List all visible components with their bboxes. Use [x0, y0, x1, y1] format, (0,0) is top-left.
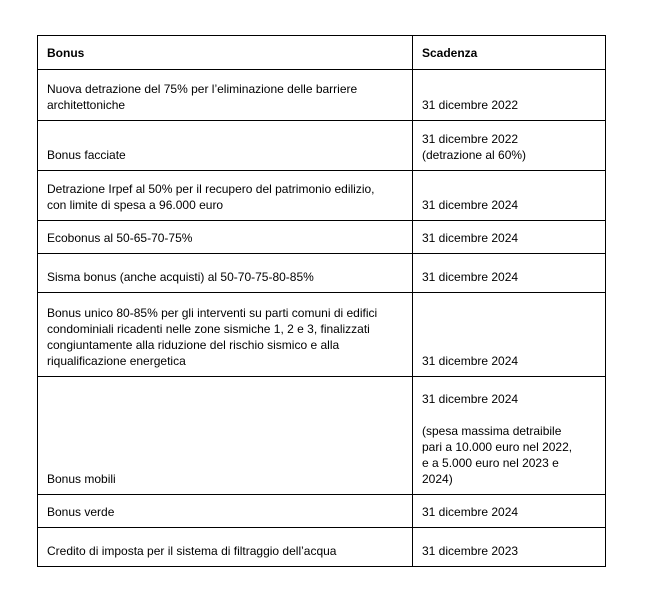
bonus-text: Bonus verde — [47, 505, 115, 519]
bonus-text: con limite di spesa a 96.000 euro — [47, 198, 224, 212]
table-row — [38, 377, 606, 495]
table-row — [38, 254, 606, 293]
bonus-text: Bonus facciate — [47, 148, 126, 162]
deadline-cell — [413, 70, 606, 121]
deadline-note: e a 5.000 euro nel 2023 e — [422, 456, 559, 470]
deadline-cell — [413, 293, 606, 377]
bonus-cell — [38, 70, 413, 121]
deadline-text: 31 dicembre 2022 — [422, 98, 519, 112]
bonus-cell — [38, 121, 413, 171]
bonus-text: architettoniche — [47, 98, 126, 112]
deadline-cell — [413, 121, 606, 171]
deadline-note: 2024) — [422, 472, 453, 486]
header-bonus: Bonus — [38, 36, 413, 70]
bonus-text: Sisma bonus (anche acquisti) al 50-70-75-80-85% — [47, 270, 314, 284]
deadline-text: 31 dicembre 2022 — [422, 132, 519, 146]
deadline-text: 31 dicembre 2024 — [422, 505, 519, 519]
bonus-text: condominiali ricadenti nelle zone sismiche 1, 2 e 3, finalizzati — [47, 322, 370, 336]
deadline-cell — [413, 254, 606, 293]
bonus-text: Detrazione Irpef al 50% per il recupero del patrimonio edilizio, — [47, 182, 375, 196]
bonus-cell — [38, 254, 413, 293]
table-row — [38, 171, 606, 221]
bonus-text: congiuntamente alla riduzione del rischio sismico e alla — [47, 338, 340, 352]
deadline-cell — [413, 495, 606, 528]
deadline-note: pari a 10.000 euro nel 2022, — [422, 440, 573, 454]
table-row — [38, 121, 606, 171]
bonus-cell — [38, 221, 413, 254]
deadline-text: 31 dicembre 2023 — [422, 544, 519, 558]
bonus-cell — [38, 528, 413, 567]
deadline-cell — [413, 171, 606, 221]
table-row — [38, 495, 606, 528]
bonus-text: Bonus unico 80-85% per gli interventi su parti comuni di edifici — [47, 306, 378, 320]
bonus-text: Bonus mobili — [47, 472, 116, 486]
table-header-row — [38, 36, 606, 70]
deadline-text: (detrazione al 60%) — [422, 148, 527, 162]
table-row — [38, 221, 606, 254]
deadline-cell — [413, 528, 606, 567]
bonus-cell — [38, 293, 413, 377]
deadline-text: 31 dicembre 2024 — [422, 354, 519, 368]
deadline-text: 31 dicembre 2024 — [422, 231, 519, 245]
deadline-text: 31 dicembre 2024 — [422, 392, 519, 406]
bonus-cell — [38, 495, 413, 528]
deadline-cell — [413, 221, 606, 254]
bonus-cell — [38, 171, 413, 221]
deadline-text: 31 dicembre 2024 — [422, 198, 519, 212]
bonus-text: Nuova detrazione del 75% per l’eliminazione delle barriere — [47, 82, 358, 96]
bonus-text: Credito di imposta per il sistema di filtraggio dell’acqua — [47, 544, 337, 558]
deadline-cell — [413, 377, 606, 495]
bonus-deadline-table — [37, 35, 606, 567]
table-row — [38, 528, 606, 567]
bonus-text: Ecobonus al 50-65-70-75% — [47, 231, 193, 245]
bonus-cell — [38, 377, 413, 495]
deadline-note: (spesa massima detraibile — [422, 424, 562, 438]
deadline-text: 31 dicembre 2024 — [422, 270, 519, 284]
header-deadline: Scadenza — [413, 36, 606, 70]
bonus-text: riqualificazione energetica — [47, 354, 186, 368]
table-row — [38, 70, 606, 121]
table-row — [38, 293, 606, 377]
